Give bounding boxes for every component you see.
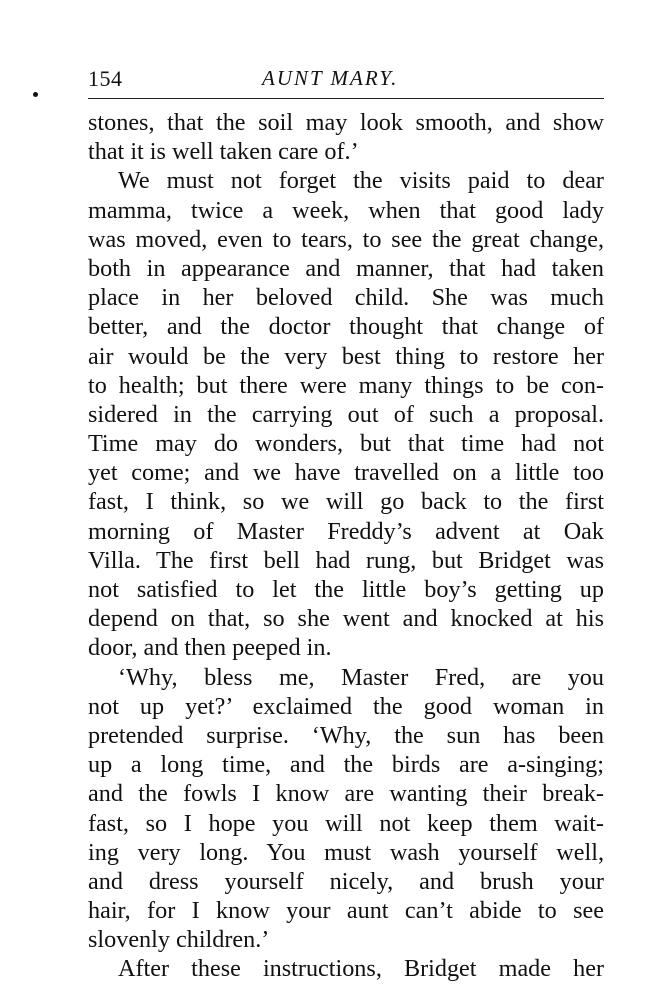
text-line: mamma, twice a week, when that good lady bbox=[88, 196, 604, 224]
text-line: After these instructions, Bridget made her bbox=[118, 955, 604, 983]
page-header bbox=[88, 66, 602, 96]
text-line: slovenly children.’ bbox=[88, 926, 270, 954]
text-line: fast, I think, so we will go back to the first bbox=[88, 488, 604, 516]
text-line: to health; but there were many things to be con- bbox=[88, 371, 604, 399]
text-line: place in her beloved child. She was much bbox=[88, 284, 604, 312]
text-line: door, and then peeped in. bbox=[88, 634, 332, 662]
text-line: fast, so I hope you will not keep them wait- bbox=[88, 809, 604, 837]
text-line: better, and the doctor thought that change of bbox=[88, 313, 604, 341]
text-line: air would be the very best thing to restore her bbox=[88, 342, 604, 370]
text-line: pretended surprise. ‘Why, the sun has been bbox=[88, 721, 604, 749]
text-line: sidered in the carrying out of such a proposal. bbox=[88, 400, 604, 428]
text-line: not satisfied to let the little boy’s getting up bbox=[88, 576, 604, 603]
page-number: 154 bbox=[88, 66, 123, 91]
text-line: ‘Why, bless me, Master Fred, are you bbox=[118, 663, 604, 691]
text-line: was moved, even to tears, to see the great change, bbox=[88, 225, 604, 253]
text-line: hair, for I know your aunt can’t abide to see bbox=[88, 897, 604, 925]
text-line: ing very long. You must wash yourself well, bbox=[88, 838, 604, 866]
text-line: We must not forget the visits paid to dear bbox=[118, 167, 604, 195]
text-line: depend on that, so she went and knocked at his bbox=[88, 605, 604, 633]
ink-speck bbox=[33, 92, 38, 97]
running-head: AUNT MARY. bbox=[262, 66, 399, 90]
text-line: Villa. The first bell had rung, but Bridget was bbox=[88, 546, 604, 574]
text-line: Time may do wonders, but that time had not bbox=[88, 430, 604, 458]
text-line: and dress yourself nicely, and brush your bbox=[88, 867, 604, 895]
header-rule bbox=[88, 98, 604, 99]
text-line: both in appearance and manner, that had taken bbox=[88, 254, 604, 282]
text-line: stones, that the soil may look smooth, and show bbox=[88, 109, 604, 136]
text-line: up a long time, and the birds are a-singing; bbox=[88, 751, 604, 779]
text-line: not up yet?’ exclaimed the good woman in bbox=[88, 692, 604, 720]
text-line: morning of Master Freddy’s advent at Oak bbox=[88, 517, 604, 545]
body-text bbox=[88, 108, 604, 984]
text-line: that it is well taken care of.’ bbox=[88, 138, 359, 166]
text-line: yet come; and we have travelled on a little too bbox=[88, 459, 604, 487]
text-line: and the fowls I know are wanting their break- bbox=[88, 780, 604, 808]
